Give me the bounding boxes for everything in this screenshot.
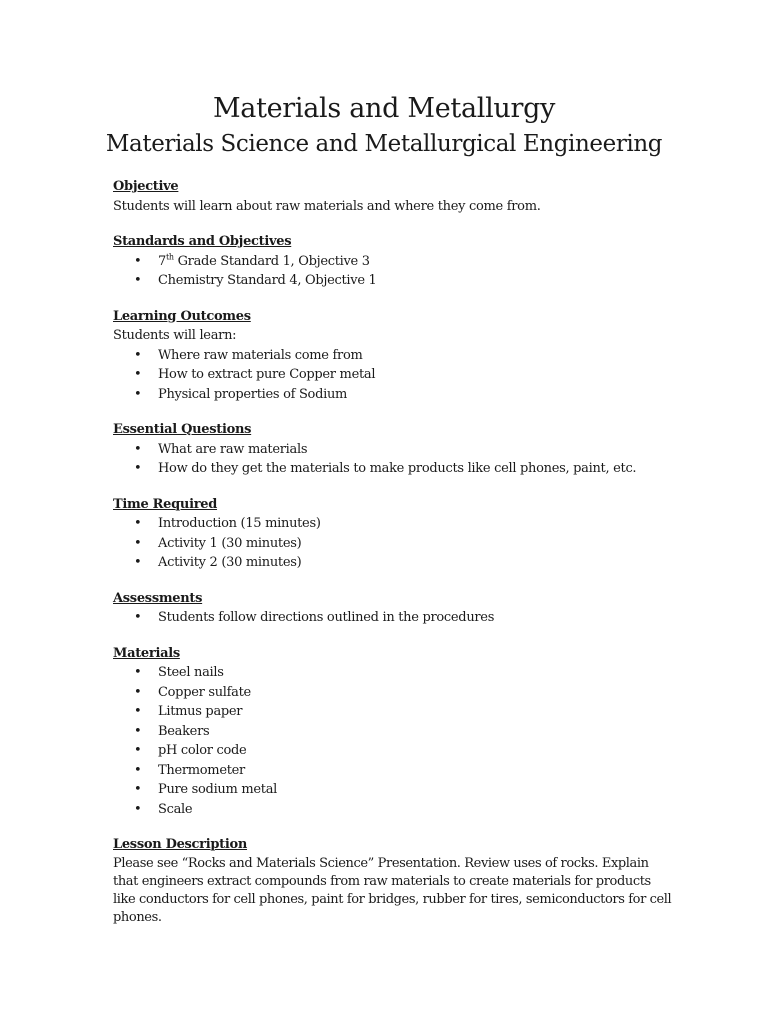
section-objective [113, 177, 673, 216]
lesson-description-line: like conductors for cell phones, paint for bridges, rubber for tires, semiconductors for cell [113, 891, 672, 907]
list-item [113, 702, 673, 722]
list-item [113, 741, 673, 761]
bullet-icon: • [134, 441, 142, 457]
section-essential-questions [113, 420, 673, 479]
list-item-text: Introduction (15 minutes) [158, 516, 321, 531]
list-item-text: Pure sodium metal [158, 782, 278, 797]
section-heading-standards: Standards and Objectives [113, 234, 292, 249]
list-item-text: pH color code [158, 743, 247, 758]
list-item-text: Where raw materials come from [158, 347, 363, 363]
list-item-text: Thermometer [158, 762, 245, 778]
list-item [113, 761, 673, 781]
objective-text: Students will learn about raw materials and where they come from. [113, 198, 541, 214]
list-item [113, 385, 673, 405]
list-item [113, 440, 673, 460]
ordinal-suffix: th [165, 252, 174, 262]
list-item [113, 722, 673, 742]
list-item [113, 534, 673, 554]
bullet-icon: • [134, 782, 142, 797]
list-item-text: Scale [158, 801, 193, 817]
section-heading-assessments: Assessments [113, 590, 203, 606]
list-item [113, 608, 673, 628]
list-item [113, 365, 673, 385]
section-heading-objective: Objective [113, 179, 179, 194]
bullet-icon: • [134, 723, 142, 739]
list-item [113, 553, 673, 573]
list-item-text: Litmus paper [158, 704, 243, 719]
lesson-description-line: that engineers extract compounds from raw materials to create materials for products [113, 873, 651, 889]
bullet-icon: • [134, 461, 142, 476]
lesson-description-line: Please see “Rocks and Materials Science” Presentation. Review uses of rocks. Explain [113, 855, 649, 871]
bullet-icon: • [134, 253, 142, 269]
time-required-list [113, 514, 673, 573]
standards-list [113, 252, 673, 291]
bullet-icon: • [134, 762, 142, 778]
bullet-icon: • [134, 535, 142, 551]
list-item [113, 683, 673, 703]
list-item-text: How do they get the materials to make products like cell phones, paint, etc. [158, 461, 637, 476]
list-item-text: Students follow directions outlined in the procedures [158, 610, 495, 625]
list-item [113, 346, 673, 366]
section-heading-learning-outcomes: Learning Outcomes [113, 308, 251, 324]
section-lesson-description [113, 835, 673, 927]
list-item-text: Physical properties of Sodium [158, 386, 348, 402]
list-item-text: How to extract pure Copper metal [158, 367, 376, 382]
list-item-text: Activity 2 (30 minutes) [158, 555, 302, 570]
list-item [113, 252, 673, 272]
bullet-icon: • [134, 347, 142, 363]
standard-text: Chemistry Standard 4, Objective 1 [158, 273, 377, 288]
bullet-icon: • [134, 665, 142, 680]
learning-outcomes-list [113, 346, 673, 405]
document-subtitle: Materials Science and Metallurgical Engineering [105, 131, 663, 157]
assessments-list [113, 608, 673, 628]
learning-outcomes-intro: Students will learn: [113, 328, 237, 343]
list-item-text: Activity 1 (30 minutes) [158, 535, 302, 551]
list-item [113, 663, 673, 683]
bullet-icon: • [134, 610, 142, 625]
list-item-text: Beakers [158, 723, 210, 739]
standard-grade-number: 7 [158, 253, 166, 269]
document-title: Materials and Metallurgy [212, 93, 556, 124]
materials-list [113, 663, 673, 819]
lesson-description-line: phones. [113, 909, 162, 925]
section-heading-lesson-description: Lesson Description [113, 837, 248, 852]
bullet-icon: • [134, 367, 142, 382]
list-item-text: What are raw materials [158, 441, 308, 457]
bullet-icon: • [134, 386, 142, 402]
bullet-icon: • [134, 704, 142, 719]
list-item [113, 459, 673, 479]
list-item-text: Copper sulfate [158, 684, 251, 700]
list-item-text: Steel nails [158, 665, 224, 680]
section-materials [113, 644, 673, 820]
list-item [113, 800, 673, 820]
document-body [113, 177, 673, 943]
list-item [113, 271, 673, 291]
bullet-icon: • [134, 516, 142, 531]
section-learning-outcomes [113, 307, 673, 405]
essential-questions-list [113, 440, 673, 479]
section-assessments [113, 589, 673, 628]
bullet-icon: • [134, 273, 142, 288]
list-item [113, 514, 673, 534]
bullet-icon: • [134, 801, 142, 817]
bullet-icon: • [134, 684, 142, 700]
list-item [113, 780, 673, 800]
bullet-icon: • [134, 555, 142, 570]
section-time-required [113, 495, 673, 573]
section-heading-essential-questions: Essential Questions [113, 422, 252, 437]
bullet-icon: • [134, 743, 142, 758]
section-heading-materials: Materials [113, 645, 180, 661]
section-heading-time-required: Time Required [113, 496, 218, 512]
standard-text: Grade Standard 1, Objective 3 [173, 253, 370, 269]
section-standards [113, 232, 673, 291]
